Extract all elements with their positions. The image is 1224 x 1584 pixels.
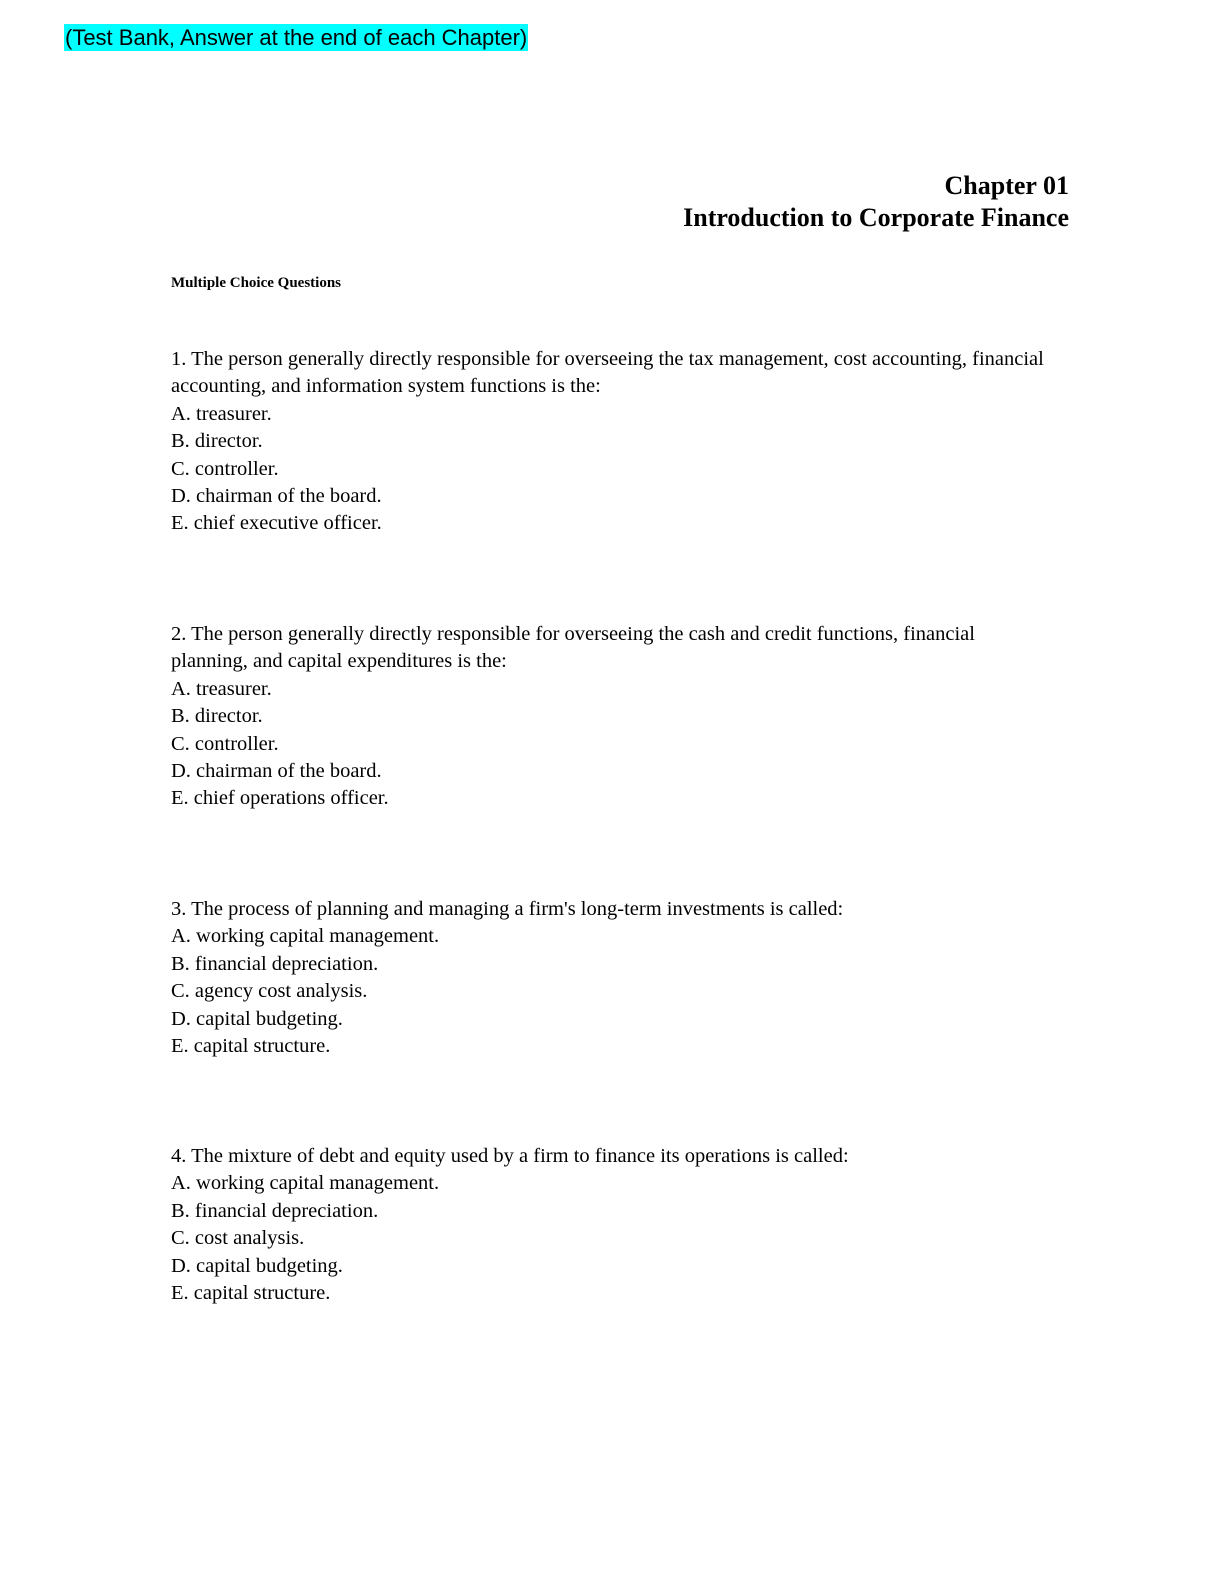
answer-option-a: A. treasurer.: [171, 402, 272, 425]
question-stem: 3. The process of planning and managing a firm's long-term investments is called:: [171, 898, 844, 920]
answer-option-a: A. working capital management.: [171, 1172, 440, 1195]
answer-option-c: C. cost analysis.: [171, 1227, 305, 1250]
chapter-heading: [683, 170, 1069, 234]
answer-option-e: E. chief executive officer.: [171, 512, 382, 535]
answer-option-d: D. capital budgeting.: [171, 1007, 343, 1030]
answer-option-e: E. chief operations officer.: [171, 787, 389, 810]
question-1: [171, 346, 1051, 538]
question-3: [171, 896, 1051, 1060]
answer-option-a: A. working capital management.: [171, 925, 440, 948]
answer-option-b: B. financial depreciation.: [171, 1199, 379, 1222]
answer-option-b: B. director.: [171, 430, 263, 453]
answer-option-d: D. capital budgeting.: [171, 1254, 343, 1277]
answer-option-b: B. director.: [171, 705, 263, 728]
answer-options: [171, 676, 1051, 813]
answer-options: [171, 1170, 1051, 1307]
answer-option-c: C. controller.: [171, 457, 279, 480]
answer-option-c: C. agency cost analysis.: [171, 980, 368, 1003]
answer-option-d: D. chairman of the board.: [171, 485, 382, 508]
answer-options: [171, 923, 1051, 1060]
answer-option-d: D. chairman of the board.: [171, 760, 382, 783]
question-stem: 2. The person generally directly responsible for overseeing the cash and credit functions, financial planning, and capital expenditures is the:: [171, 623, 975, 673]
answer-option-b: B. financial depreciation.: [171, 952, 379, 975]
answer-option-a: A. treasurer.: [171, 677, 272, 700]
chapter-title: Introduction to Corporate Finance: [683, 203, 1069, 232]
answer-option-c: C. controller.: [171, 732, 279, 755]
question-4: [171, 1143, 1051, 1307]
question-stem: 1. The person generally directly responsible for overseeing the tax management, cost accounting, financial accounting, and information system functions is the:: [171, 348, 1044, 398]
question-2: [171, 621, 1051, 813]
answer-options: [171, 401, 1051, 538]
answer-option-e: E. capital structure.: [171, 1035, 331, 1058]
chapter-number: Chapter 01: [944, 171, 1069, 200]
answer-option-e: E. capital structure.: [171, 1282, 331, 1305]
section-heading: Multiple Choice Questions: [171, 275, 342, 291]
question-stem: 4. The mixture of debt and equity used by a firm to finance its operations is called:: [171, 1145, 849, 1167]
test-bank-banner: (Test Bank, Answer at the end of each Chapter): [65, 25, 528, 50]
